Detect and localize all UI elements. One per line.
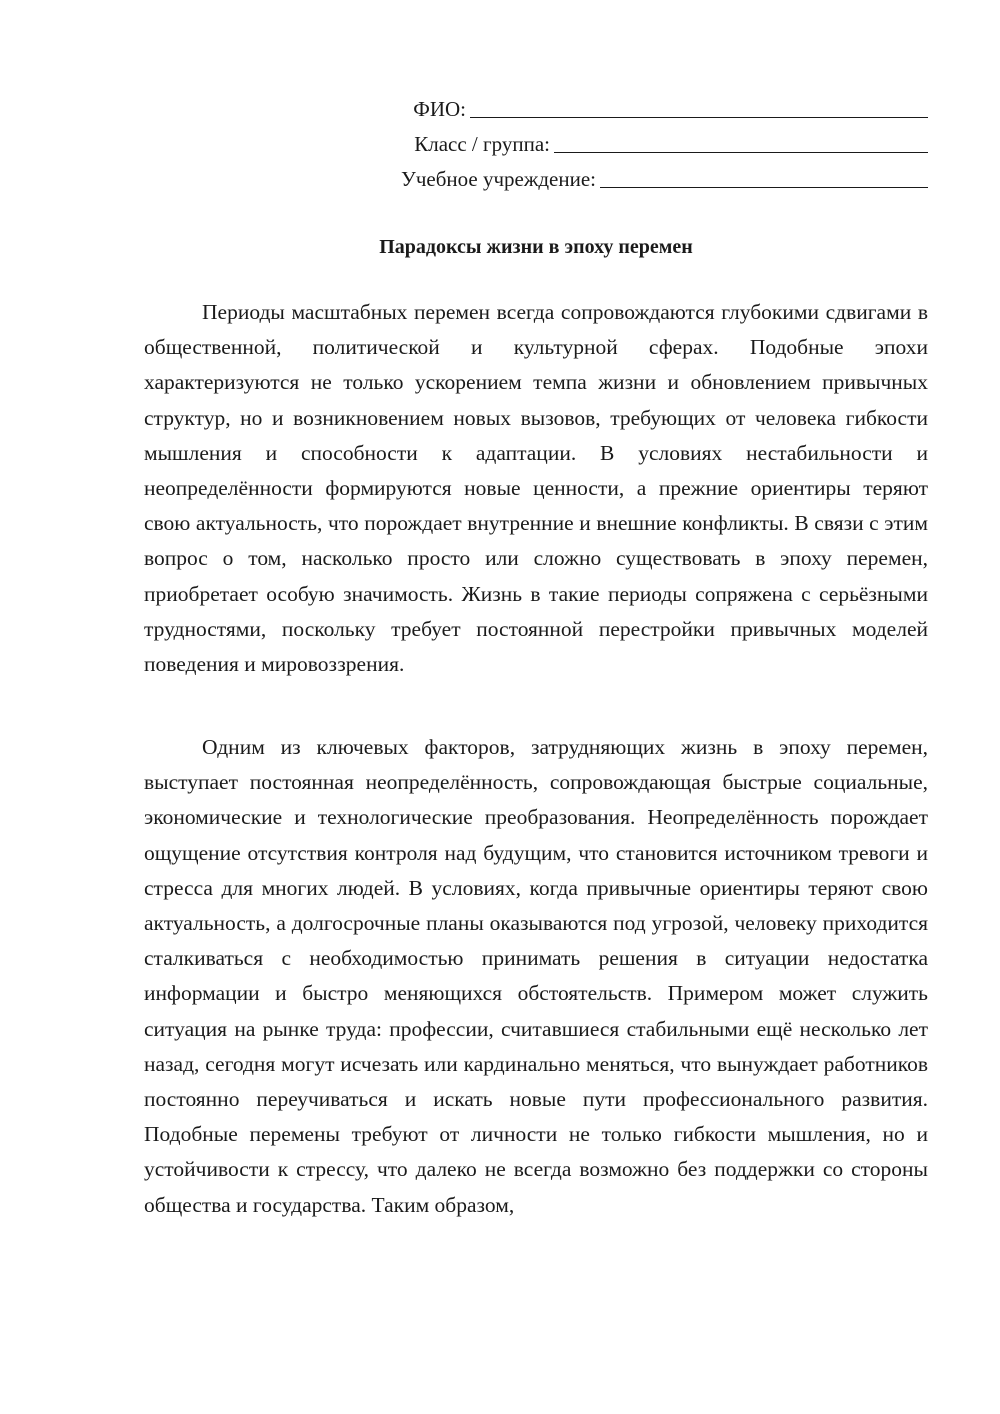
paragraph-2: Одним из ключевых факторов, затрудняющих жизнь в эпоху перемен, выступает постоянная неопределённость, сопровождающая быстрые социальные, экономические и технологические преобразования. Неопределённость порождает ощущение отсутствия контроля над будущим, что становится источником тревоги и стресса для многих людей. В условиях, когда привычные ориентиры теряют свою актуальность, а долгосрочные планы оказываются под угрозой, человеку приходится сталкиваться с необходимостью принимать решения в ситуации недостатка информации и быстро меняющихся обстоятельств. Примером может служить ситуация на рынке труда: профессии, считавшиеся стабильными ещё несколько лет назад, сегодня могут исчезать или кардинально меняться, что вынуждает работников постоянно переучиваться и искать новые пути профессионального развития. Подобные перемены требуют от личности не только гибкости мышления, но и устойчивости к стрессу, что далеко не всегда возможно без поддержки со стороны общества и государства. Таким образом, (144, 735, 928, 1217)
school-label: Учебное учреждение: (400, 167, 596, 191)
fio-label: ФИО: (413, 97, 466, 121)
document-page (144, 0, 928, 1414)
class-blank-field[interactable] (554, 152, 928, 153)
school-blank-field[interactable] (600, 187, 928, 188)
school-line (328, 162, 928, 197)
paragraph-1: Периоды масштабных перемен всегда сопровождаются глубокими сдвигами в общественной, политической и культурной сферах. Подобные эпохи характеризуются не только ускорением темпа жизни и обновлением привычных структур, но и возникновением новых вызовов, требующих от человека гибкости мышления и способности к адаптации. В условиях нестабильности и неопределённости формируются новые ценности, а прежние ориентиры теряют свою актуальность, что порождает внутренние и внешние конфликты. В связи с этим вопрос о том, насколько просто или сложно существовать в эпоху перемен, приобретает особую значимость. Жизнь в такие периоды сопряжена с серьёзными трудностями, поскольку требует постоянной перестройки привычных моделей поведения и мировоззрения. (144, 300, 928, 677)
class-line (328, 127, 928, 162)
fio-blank-field[interactable] (470, 117, 928, 118)
essay-title: Парадоксы жизни в эпоху перемен (379, 236, 693, 258)
fio-line (328, 92, 928, 127)
student-info-header (328, 92, 928, 197)
class-label: Класс / группа: (414, 132, 550, 156)
